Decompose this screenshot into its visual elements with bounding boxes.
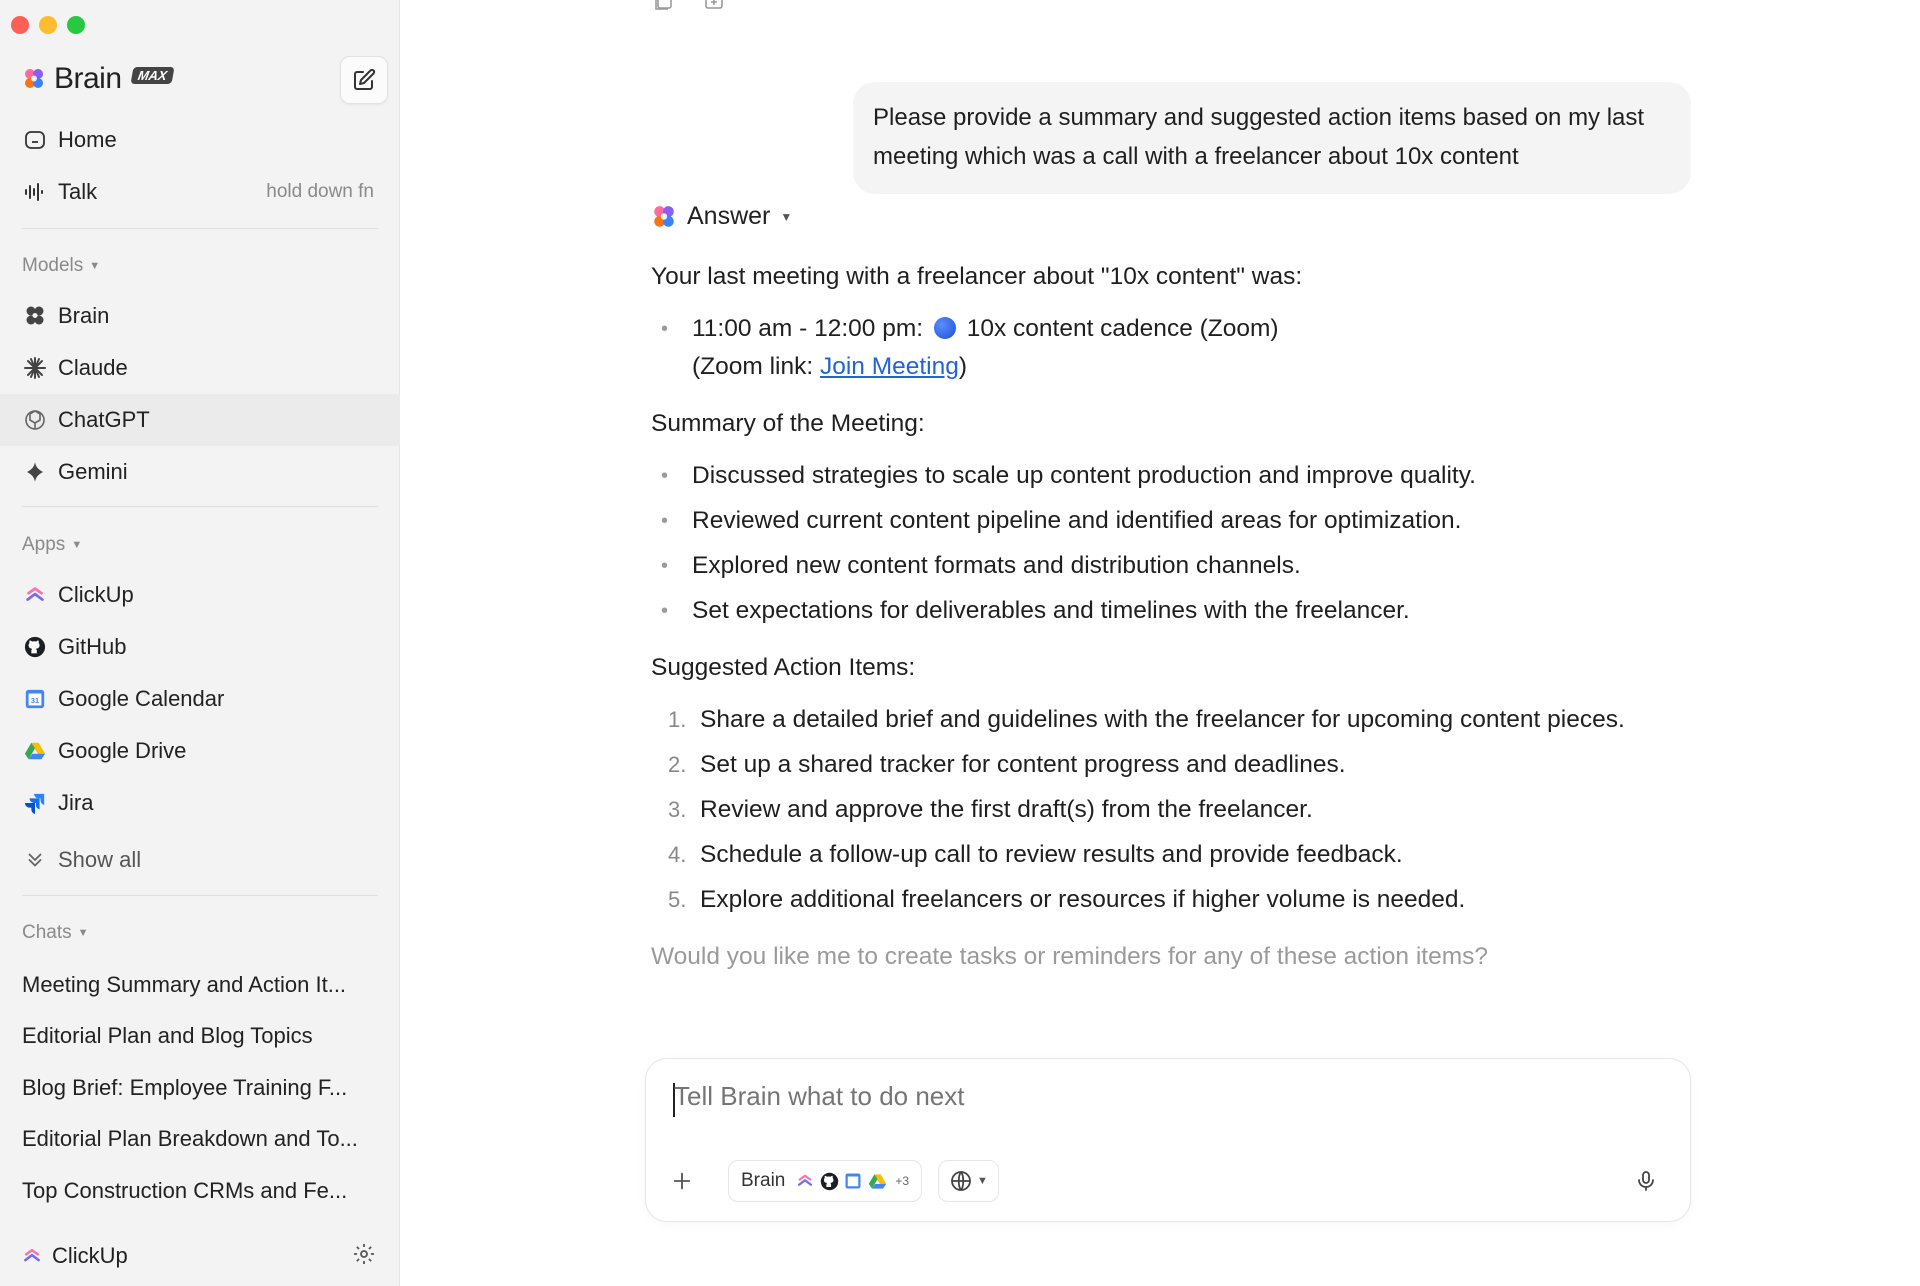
meeting-list (651, 310, 1691, 386)
assistant-answer (651, 258, 1691, 976)
brain-logo-icon (22, 67, 46, 91)
chat-history-item[interactable]: Meeting Summary and Action It... (22, 972, 347, 997)
workspace-switcher[interactable] (0, 1226, 400, 1286)
sidebar-item-label: Google Calendar (58, 686, 225, 711)
claude-icon (22, 355, 48, 381)
sidebar-item-label: Brain (58, 303, 110, 328)
home-icon (22, 127, 48, 153)
action-item-text: Share a detailed brief and guidelines with the freelancer for upcoming content pieces. (700, 706, 1625, 733)
waveform-icon (22, 179, 48, 205)
sidebar-item-gemini[interactable] (0, 446, 400, 498)
chat-history-item[interactable]: Editorial Plan Breakdown and To... (22, 1126, 358, 1151)
action-item-text: Review and approve the first draft(s) from the freelancer. (700, 796, 1313, 823)
divider (22, 228, 378, 229)
answer-label: Answer (687, 202, 771, 230)
message-composer (645, 1058, 1691, 1222)
answer-model-toggle[interactable] (651, 202, 792, 231)
chatgpt-icon (22, 407, 48, 433)
actions-heading: Suggested Action Items: (651, 654, 916, 681)
chat-history-item[interactable]: Top Construction CRMs and Fe... (22, 1178, 348, 1203)
github-icon (22, 634, 48, 660)
gemini-icon (22, 459, 48, 485)
share-icon[interactable] (703, 0, 725, 12)
chat-history-item[interactable]: Blog Brief: Employee Training F... (22, 1075, 348, 1100)
close-window-button[interactable] (11, 16, 29, 34)
sidebar-item-google-drive[interactable] (0, 725, 400, 777)
svg-text:31: 31 (30, 696, 40, 706)
globe-icon (949, 1169, 973, 1193)
message-actions (653, 0, 725, 12)
github-icon (819, 1171, 839, 1191)
zoom-suffix: ) (958, 353, 968, 380)
sidebar-item-label: Home (58, 127, 117, 152)
sidebar-item-chatgpt[interactable] (0, 394, 400, 446)
join-meeting-link[interactable]: Join Meeting (819, 353, 959, 380)
section-label: Models (22, 255, 84, 276)
sidebar-item-google-calendar[interactable] (0, 673, 400, 725)
meeting-item (651, 310, 1691, 386)
caret-down-icon: ▼ (780, 209, 793, 224)
action-item-text: Set up a shared tracker for content progress and deadlines. (700, 751, 1346, 778)
google-drive-icon (867, 1171, 887, 1191)
action-item: 3. Review and approve the first draft(s) from the freelancer. (668, 796, 1313, 823)
zoom-prefix: (Zoom link: (692, 353, 820, 380)
summary-list (651, 457, 1691, 630)
window-controls (11, 16, 85, 34)
voice-input-button[interactable] (1626, 1161, 1666, 1201)
clickup-icon (22, 1246, 42, 1266)
action-item: 2. Set up a shared tracker for content progress and deadlines. (668, 751, 1346, 778)
maximize-window-button[interactable] (67, 16, 85, 34)
action-item: 4. Schedule a follow-up call to review results and provide feedback. (668, 841, 1403, 868)
clickup-icon (795, 1171, 815, 1191)
attach-button[interactable] (660, 1159, 704, 1203)
answer-intro: Your last meeting with a freelancer about "10x content" was: (651, 263, 1303, 290)
minimize-window-button[interactable] (39, 16, 57, 34)
double-chevron-down-icon (22, 847, 48, 873)
apps-section-toggle[interactable] (22, 534, 82, 556)
section-label: Apps (22, 534, 66, 555)
summary-item: • Discussed strategies to scale up content production and improve quality. (651, 457, 1691, 495)
models-section-toggle[interactable] (22, 255, 100, 277)
settings-gear-icon[interactable] (352, 1242, 376, 1266)
plus-icon (671, 1170, 693, 1192)
summary-item: • Explored new content formats and distribution channels. (651, 547, 1691, 585)
caret-down-icon: ▼ (89, 260, 101, 272)
caret-down-icon: ▼ (77, 927, 89, 939)
message-input[interactable] (674, 1081, 1654, 1112)
sidebar-item-label: ClickUp (58, 582, 134, 607)
section-label: Chats (22, 922, 72, 943)
google-calendar-icon (22, 686, 48, 712)
divider (22, 506, 378, 507)
meeting-title: 10x content cadence (Zoom) (966, 315, 1279, 342)
meeting-time: 11:00 am - 12:00 pm: (692, 315, 924, 342)
microphone-icon (1634, 1169, 1658, 1193)
summary-item: • Reviewed current content pipeline and identified areas for optimization. (651, 502, 1691, 540)
action-item: 1. Share a detailed brief and guidelines with the freelancer for upcoming content pieces. (668, 706, 1625, 733)
action-item-text: Schedule a follow-up call to review results and provide feedback. (700, 841, 1403, 868)
clickup-icon (22, 582, 48, 608)
sidebar-item-label: Claude (58, 355, 128, 380)
web-search-toggle[interactable] (938, 1160, 999, 1202)
chat-main (401, 0, 1920, 1286)
talk-shortcut-hint: hold down fn (266, 181, 374, 202)
show-all-label: Show all (58, 847, 142, 872)
model-selector-label: Brain (741, 1170, 786, 1191)
workspace-name: ClickUp (52, 1243, 128, 1268)
sidebar (0, 0, 400, 1286)
caret-down-icon: ▼ (977, 1175, 988, 1187)
caret-down-icon: ▼ (71, 539, 83, 551)
sidebar-item-label: Google Drive (58, 738, 187, 763)
sidebar-item-github[interactable] (0, 621, 400, 673)
jira-icon (22, 790, 48, 816)
model-selector[interactable] (728, 1160, 922, 1202)
sidebar-item-label: GitHub (58, 634, 127, 659)
brain-icon (22, 303, 48, 329)
brand-name: Brain (54, 62, 122, 95)
sidebar-item-clickup[interactable] (0, 569, 400, 621)
new-chat-button[interactable] (340, 56, 388, 104)
sidebar-item-label: Gemini (58, 459, 128, 484)
sidebar-item-label: Jira (58, 790, 94, 815)
show-all-apps-button[interactable] (0, 834, 400, 886)
compose-icon (352, 68, 376, 92)
action-items-list (651, 701, 1691, 919)
sidebar-item-jira[interactable] (0, 777, 400, 829)
google-calendar-icon (843, 1171, 863, 1191)
sidebar-item-claude[interactable] (0, 342, 400, 394)
google-drive-icon (22, 738, 48, 764)
summary-heading: Summary of the Meeting: (651, 410, 925, 437)
brain-logo-icon (651, 204, 677, 230)
sidebar-item-talk[interactable] (0, 166, 400, 218)
user-message: Please provide a summary and suggested action items based on my last meeting which was a call with a freelancer about 10x content (853, 82, 1691, 194)
chat-history-item[interactable]: Editorial Plan and Blog Topics (22, 1023, 313, 1048)
sidebar-item-brain[interactable] (0, 290, 400, 342)
divider (22, 895, 378, 896)
chats-section-toggle[interactable] (22, 922, 89, 944)
plan-badge: MAX (130, 67, 174, 84)
followup-question: Would you like me to create tasks or reminders for any of these action items? (651, 943, 1489, 970)
copy-icon[interactable] (653, 0, 675, 12)
composer-toolbar (660, 1159, 1676, 1203)
sidebar-item-label: ChatGPT (58, 407, 150, 432)
summary-item: • Set expectations for deliverables and timelines with the freelancer. (651, 592, 1691, 630)
sidebar-item-label: Talk (58, 179, 98, 204)
action-item-text: Explore additional freelancers or resources if higher volume is needed. (700, 886, 1466, 913)
action-item: 5. Explore additional freelancers or resources if higher volume is needed. (668, 886, 1466, 913)
sidebar-item-home[interactable] (0, 114, 400, 166)
calendar-event-dot-icon (934, 317, 956, 339)
more-apps-count: +3 (895, 1174, 910, 1188)
brand (22, 62, 172, 96)
